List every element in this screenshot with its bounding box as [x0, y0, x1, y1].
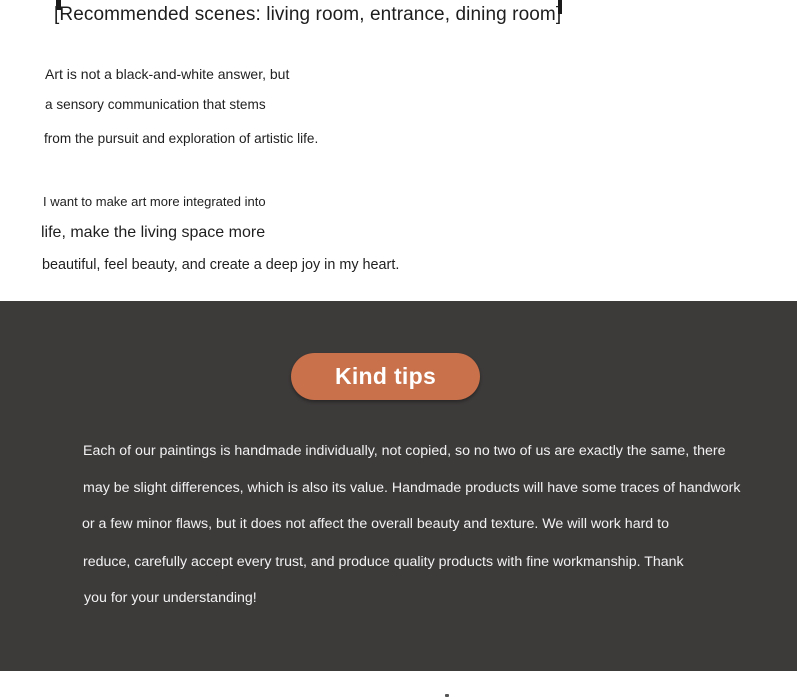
intro-line-4: I want to make art more integrated into — [43, 194, 266, 209]
tip-line-1: Each of our paintings is handmade individually, not copied, so no two of us are exactly the same, there — [83, 443, 726, 459]
tip-line-2: may be slight differences, which is also its value. Handmade products will have some traces of handwork — [83, 480, 741, 496]
intro-line-5: life, make the living space more — [41, 224, 266, 241]
intro-line-1: Art is not a black-and-white answer, but — [45, 66, 290, 82]
tip-line-3: or a few minor flaws, but it does not affect the overall beauty and texture. We will work hard to — [82, 516, 669, 532]
kind-tips-section — [0, 301, 797, 671]
kind-tips-badge: Kind tips — [291, 353, 480, 400]
intro-line-6: beautiful, feel beauty, and create a deep joy in my heart. — [42, 257, 400, 273]
recommended-scenes-text: [Recommended scenes: living room, entrance, dining room] — [54, 4, 562, 25]
decorative-mark — [445, 694, 449, 697]
intro-section — [0, 0, 797, 301]
intro-line-2: a sensory communication that stems — [45, 97, 266, 112]
bottom-white-strip — [0, 671, 797, 699]
tip-line-5: you for your understanding! — [84, 590, 257, 606]
intro-line-3: from the pursuit and exploration of artistic life. — [44, 131, 319, 146]
tip-line-4: reduce, carefully accept every trust, and produce quality products with fine workmanship. Thank — [83, 554, 684, 570]
